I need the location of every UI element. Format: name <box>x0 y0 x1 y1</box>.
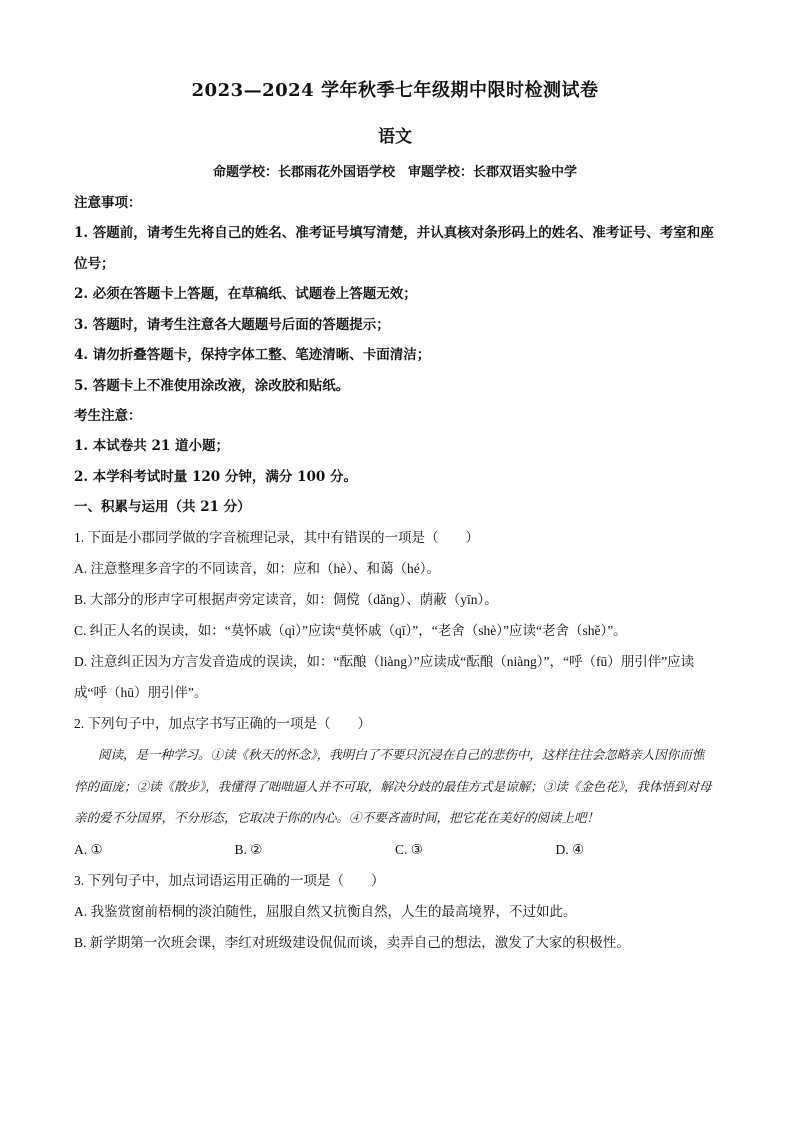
q2-options <box>74 834 716 865</box>
q2-stem: 2. 下列句子中，加点字书写正确的一项是（ ） <box>74 716 371 731</box>
exam-subject: 语文 <box>378 127 412 147</box>
q2-option-c: C. ③ <box>395 841 423 857</box>
q2-option-b: B. ② <box>234 841 263 857</box>
exam-title: 2023—2024 学年秋季七年级期中限时检测试卷 <box>191 80 599 101</box>
q1-option-c: C. 纠正人名的误读，如：“莫怀戚（qì）”应读“莫怀戚（qī）”，“老舍（shè）”应读“老舍（shě）”。 <box>74 623 627 638</box>
candidate-item-1: 1. 本试卷共 21 道小题； <box>74 438 229 454</box>
q2-option-a: A. ① <box>74 841 103 857</box>
q1-option-a: A. 注意整理多音字的不同读音，如：应和（hè）、和蔼（hé）。 <box>74 561 440 576</box>
exam-schools: 命题学校：长郡雨花外国语学校 审题学校：长郡双语实验中学 <box>212 165 577 180</box>
note-item-4: 4. 请勿折叠答题卡，保持字体工整、笔迹清晰、卡面清洁； <box>74 347 431 363</box>
q3-stem: 3. 下列句子中，加点词语运用正确的一项是（ ） <box>74 872 385 888</box>
note-item-5: 5. 答题卡上不准使用涂改液，涂改胶和贴纸。 <box>74 377 350 394</box>
notes-heading: 注意事项： <box>74 195 142 211</box>
section-heading: 一、积累与运用（共 21 分） <box>74 499 251 515</box>
q3-option-b: B. 新学期第一次班会课，李红对班级建设侃侃而谈，卖弄自己的想法，激发了大家的积极性。 <box>74 934 630 950</box>
q2-option-d: D. ④ <box>555 841 585 857</box>
q1-option-d: D. 注意纠正因为方言发音造成的误读，如：“酝酿（liàng）”应读成“酝酿（niàng）”，“呼（fū）朋引伴”应读成“呼（hū）朋引伴”。 <box>74 654 695 700</box>
q2-passage: 阅读，是一种学习。①读《秋天的怀念》，我明白了不要只沉浸在自己的悲伤中，这样往往会忽略亲人因你而憔悴的面庞；②读《散步》，我懂得了咄咄逼人并不可取，解决分歧的最佳方式是谅解；③读《金色花》，我体悟到对母亲的爱不分国界，不分形态，它取决于你的内心。④不要吝啬时间，把它花在美好的阅读上吧！ <box>74 747 712 825</box>
q1-option-b: B. 大部分的形声字可根据声旁定读音，如：倜傥（dǎng）、荫蔽（yīn）。 <box>74 592 498 607</box>
candidate-item-2: 2. 本学科考试时量 120 分钟，满分 100 分。 <box>74 468 357 485</box>
note-item-1: 1. 答题前，请考生先将自己的姓名、准考证号填写清楚，并认真核对条形码上的姓名、准考证号、考室和座位号； <box>74 225 714 272</box>
note-item-2: 2. 必须在答题卡上答题，在草稿纸、试题卷上答题无效； <box>74 286 417 302</box>
note-item-3: 3. 答题时，请考生注意各大题题号后面的答题提示； <box>74 316 390 333</box>
candidate-heading: 考生注意： <box>74 408 142 424</box>
q3-option-a: A. 我鉴赏窗前梧桐的淡泊随性，屈服自然又抗衡自然，人生的最高境界，不过如此。 <box>74 903 577 919</box>
q1-stem: 1. 下面是小郡同学做的字音梳理记录，其中有错误的一项是（ ） <box>74 530 479 545</box>
